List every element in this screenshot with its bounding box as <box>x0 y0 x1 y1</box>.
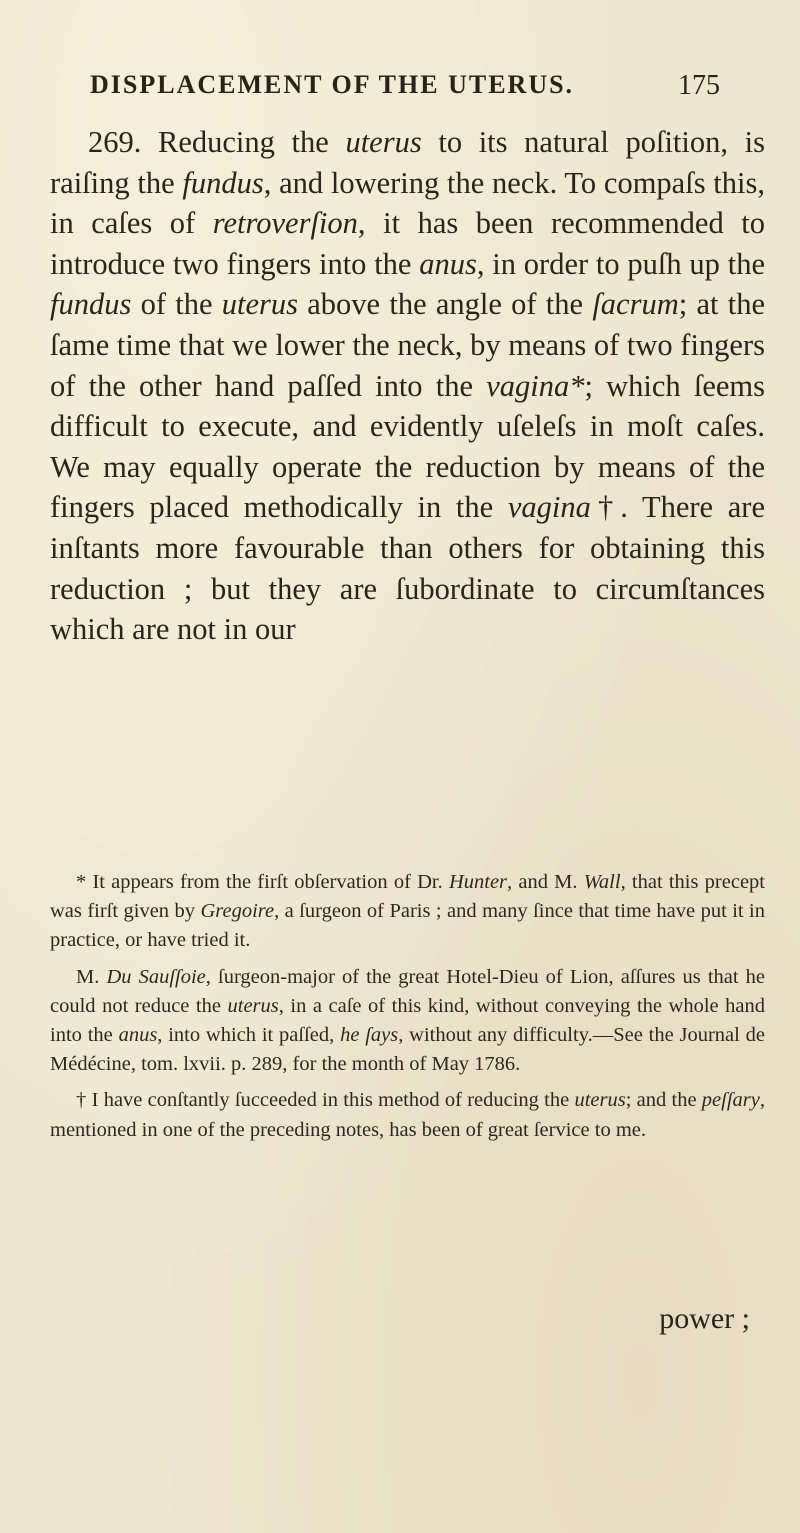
text-run: M. <box>76 965 107 988</box>
footnote-asterisk <box>50 868 765 956</box>
italic-term: uterus <box>227 994 279 1017</box>
italic-term: Gregoire <box>200 900 275 923</box>
running-title: DISPLACEMENT OF THE UTERUS. <box>90 70 575 99</box>
italic-term: fundus <box>182 165 264 200</box>
text-run: , in order to puſh up the <box>476 246 765 281</box>
text-run: † I have conſtantly ſucceeded in this method of reducing the <box>76 1089 575 1112</box>
text-run: of the <box>131 287 222 322</box>
text-run: , it has been recommended to introduce two fingers into the <box>50 206 765 281</box>
text-run: 269. Reducing the <box>88 125 346 159</box>
text-run: , that this precept was firſt given by <box>50 871 765 923</box>
text-run: ; which ſeems difficult to execute, and evidently uſeleſs in moſt caſes. We may equally operate the reduction by means of the fingers placed methodically in the <box>50 368 766 525</box>
text-run: , without any difficulty.—See the Journal de Médécine, tom. lxvii. p. 289, for the month of May 1786. <box>50 1024 766 1076</box>
italic-term: anus <box>118 1024 158 1047</box>
text-run: , in a caſe of this kind, without conveying the whole hand into the <box>50 994 765 1047</box>
page-number: 175 <box>678 70 720 101</box>
text-run: , and lowering the neck. To compaſs this, in caſes of <box>50 165 765 241</box>
italic-term: Wall <box>583 871 621 893</box>
text-run: , mentioned in one of the preceding notes, has been of great ſervice to me. <box>50 1089 765 1141</box>
body-text <box>50 122 765 650</box>
italic-term: vagina* <box>486 368 585 403</box>
text-run: to its natural poſition, is raiſing the <box>50 125 765 200</box>
italic-term: vagina <box>507 490 591 525</box>
text-run: †. There are inſtants more favourable than others for obtaining this reduction ; but they are ſubordinate to circumſtances which are not in our <box>50 490 766 647</box>
italic-term: Du Sauſſoie <box>106 965 206 988</box>
text-run: ; at the ſame time that we lower the neck, by means of two fingers of the other hand paſſed into the <box>50 287 765 403</box>
italic-term: Hunter <box>448 871 508 893</box>
text-run: , ſurgeon-major of the great Hotel-Dieu of Lion, aſſures us that he could not reduce the <box>50 965 765 1017</box>
text-run: * It appears from the firſt obſervation of Dr. <box>76 871 449 893</box>
text-run: , a ſurgeon of Paris ; and many ſince that time have put it in practice, or have tried it. <box>50 900 766 952</box>
text-run: above the angle of the <box>298 287 593 322</box>
italic-term: uterus <box>221 287 299 322</box>
italic-term: retroverſion <box>212 206 358 241</box>
catchword: power ; <box>659 1302 750 1335</box>
text-run: , and M. <box>507 871 584 893</box>
paragraph-269 <box>50 122 765 650</box>
italic-term: ſacrum <box>592 287 679 322</box>
text-run: , into which it paſſed, <box>157 1024 341 1047</box>
running-head <box>90 70 720 114</box>
italic-term: uterus <box>574 1089 626 1112</box>
footnote-dagger <box>50 1086 765 1144</box>
text-run: ; and the <box>625 1089 702 1112</box>
italic-term: he ſays <box>340 1024 399 1047</box>
italic-term: uterus <box>345 125 422 159</box>
italic-term: anus <box>419 246 477 281</box>
footnote-asterisk-continued <box>50 963 765 1080</box>
italic-term: peſſary <box>701 1089 760 1112</box>
italic-term: fundus <box>50 287 132 322</box>
footnotes <box>50 868 765 1152</box>
